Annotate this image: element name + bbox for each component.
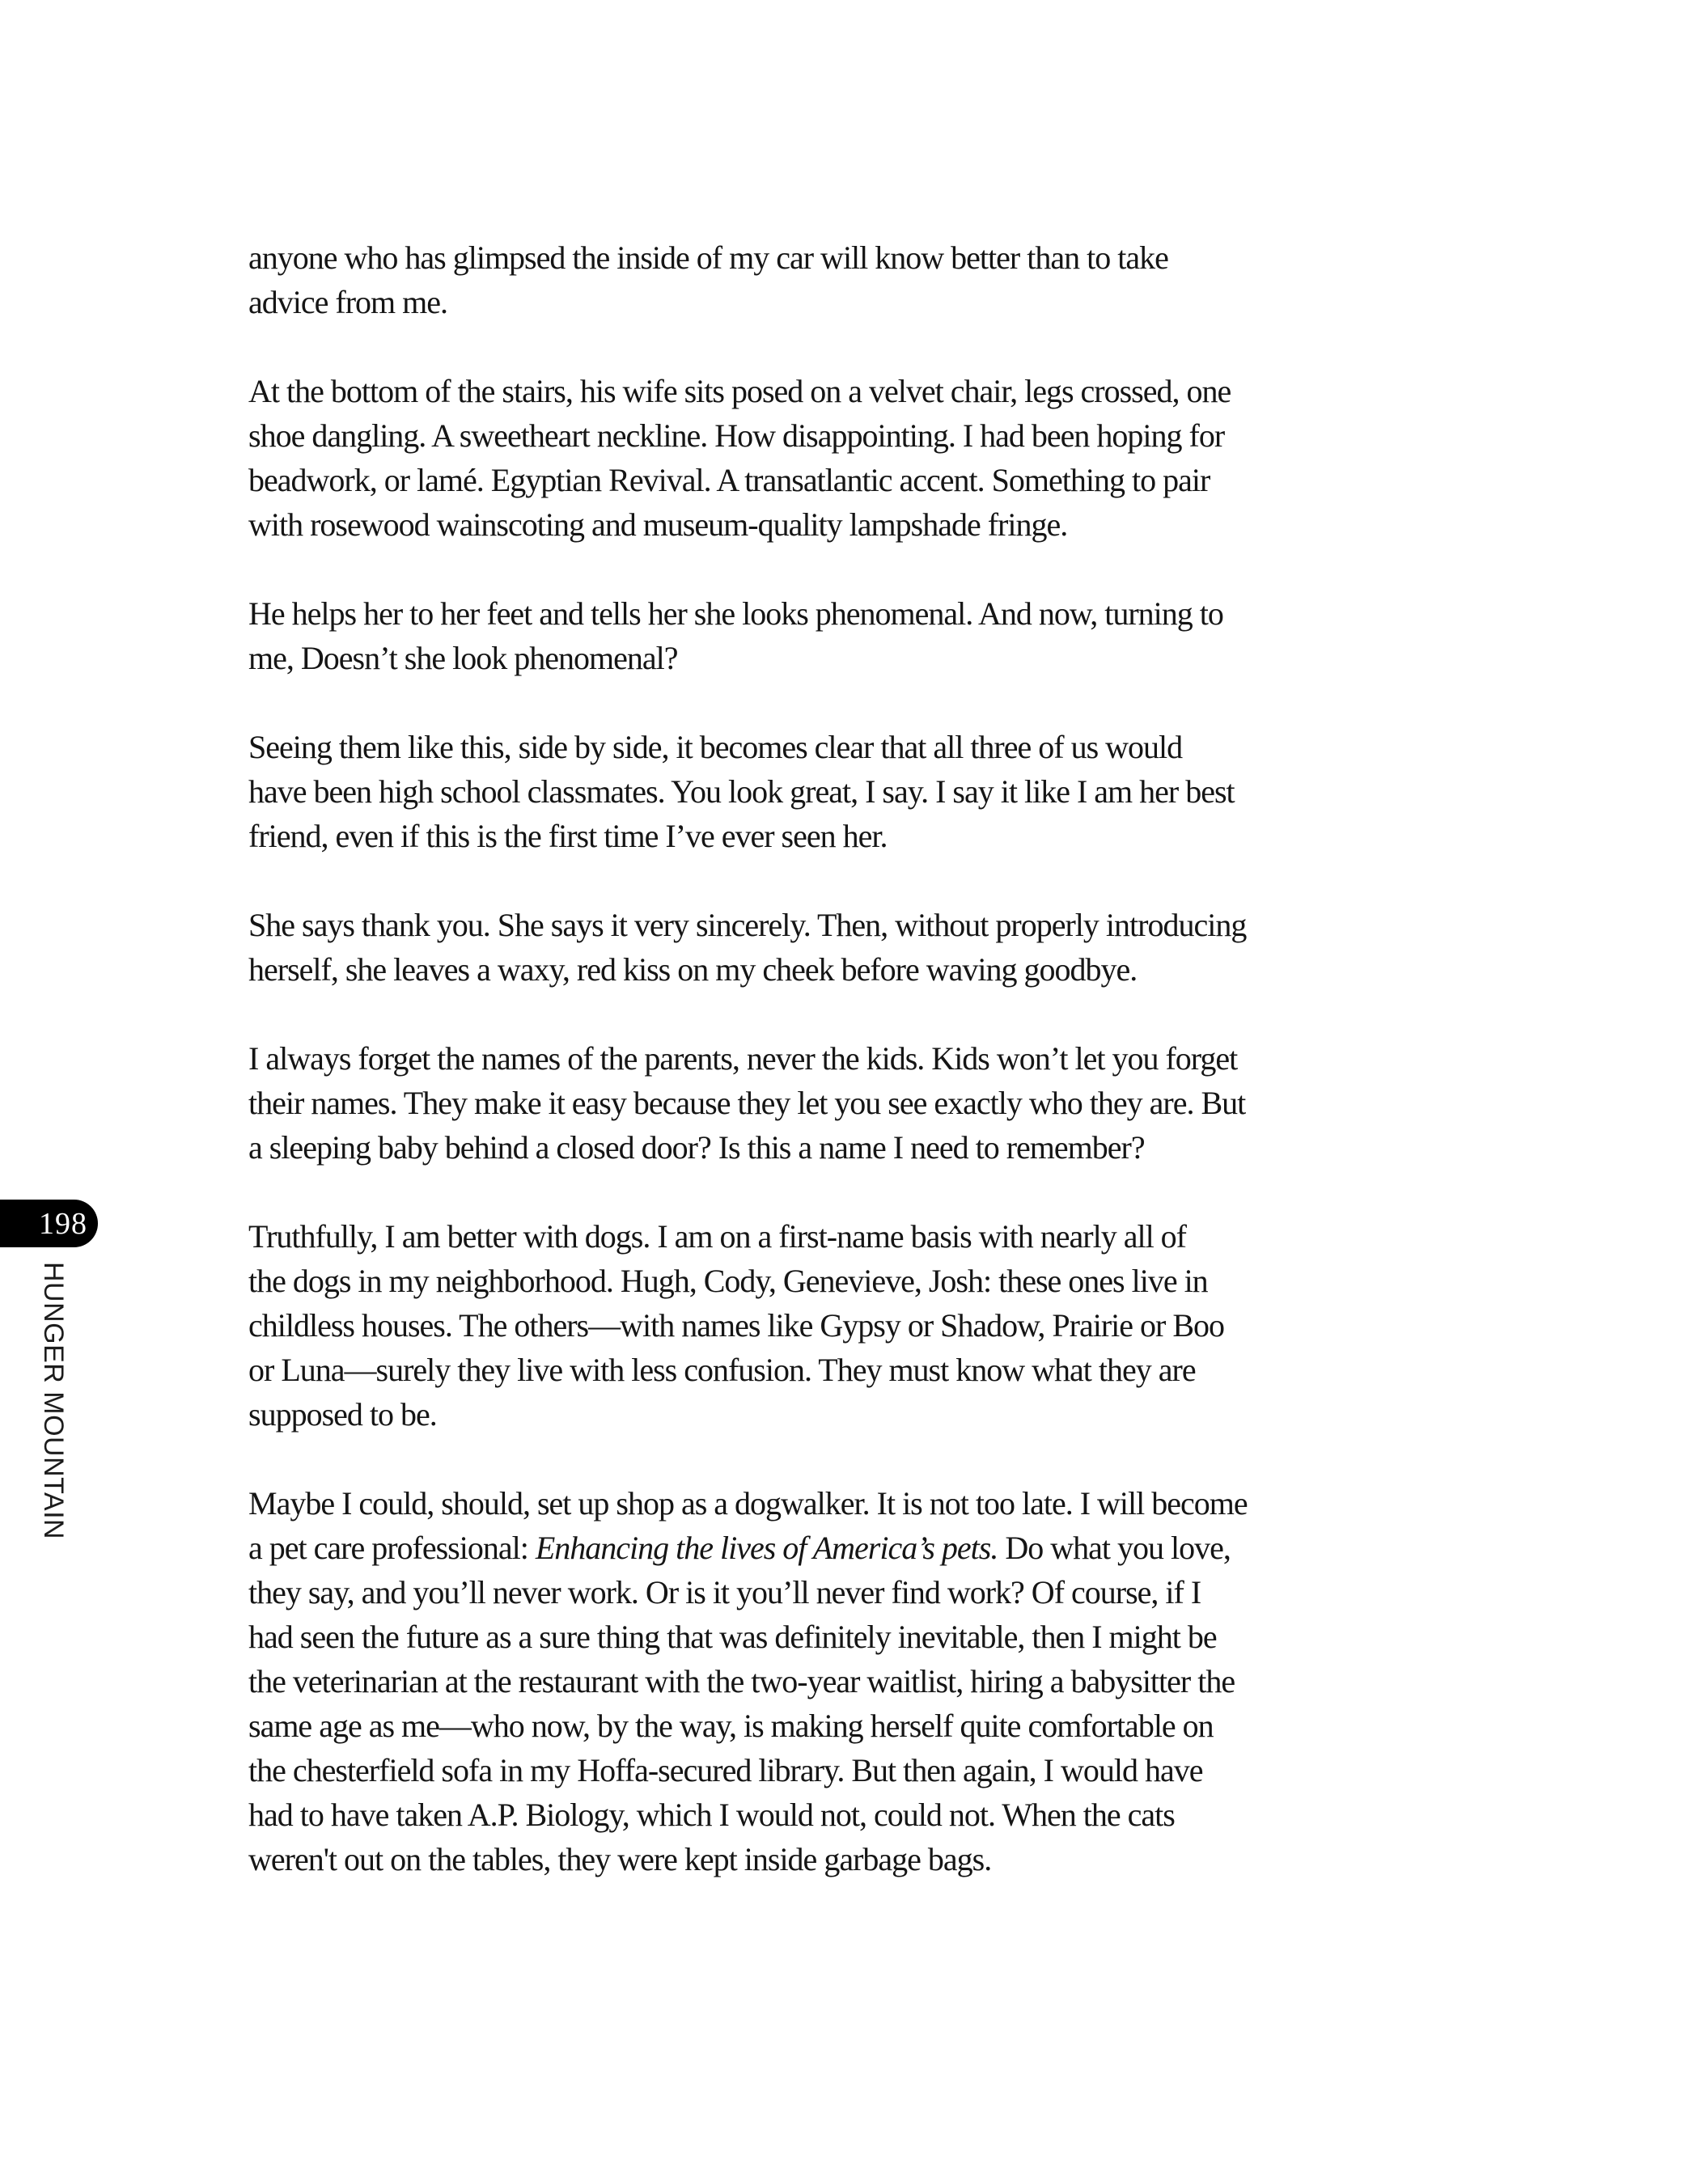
text-line: advice from me. [248,284,447,320]
paragraph [248,1481,1454,1881]
italic-phrase: Enhancing the lives of America’s pets. [535,1530,998,1566]
paragraph [248,1036,1454,1170]
paragraph [248,903,1454,992]
text-line [248,1526,1454,1570]
text-line: with rosewood wainscoting and museum-quality lampshade fringe. [248,506,1068,543]
text-line: Maybe I could, should, set up shop as a dogwalker. It is not too late. I will become [248,1485,1248,1522]
paragraph [248,1214,1454,1437]
text-line: the chesterfield sofa in my Hoffa-secured library. But then again, I would have [248,1752,1203,1788]
text-line: He helps her to her feet and tells her she looks phenomenal. And now, turning to [248,595,1223,632]
text-line: they say, and you’ll never work. Or is it you’ll never find work? Of course, if I [248,1574,1201,1610]
text-line: a sleeping baby behind a closed door? Is this a name I need to remember? [248,1129,1145,1166]
text-line: beadwork, or lamé. Egyptian Revival. A transatlantic accent. Something to pair [248,462,1210,498]
text-line: had to have taken A.P. Biology, which I would not, could not. When the cats [248,1797,1175,1833]
page-number: 198 [39,1206,87,1241]
text-line: the veterinarian at the restaurant with the two-year waitlist, hiring a babysitter the [248,1663,1235,1699]
text-line: me, Doesn’t she look phenomenal? [248,640,678,676]
text-line: friend, even if this is the first time I’ve ever seen her. [248,818,888,854]
text-line: supposed to be. [248,1396,437,1433]
paragraph [248,591,1454,680]
text-line: Truthfully, I am better with dogs. I am on a first-name basis with nearly all of [248,1218,1187,1255]
body-text [248,235,1454,1881]
text-line: anyone who has glimpsed the inside of my car will know better than to take [248,239,1168,276]
text-line: or Luna—surely they live with less confusion. They must know what they are [248,1352,1196,1388]
text-line: At the bottom of the stairs, his wife sits posed on a velvet chair, legs crossed, one [248,373,1231,409]
text-line: herself, she leaves a waxy, red kiss on my cheek before waving goodbye. [248,951,1138,988]
journal-title-vertical: HUNGER MOUNTAIN [38,1262,69,1540]
text-segment: a pet care professional: [248,1530,536,1566]
text-line: same age as me—who now, by the way, is making herself quite comfortable on [248,1708,1214,1744]
text-line: weren't out on the tables, they were kept inside garbage bags. [248,1841,992,1877]
paragraph [248,725,1454,858]
text-segment: Do what you love, [998,1530,1231,1566]
text-line: have been high school classmates. You look great, I say. I say it like I am her best [248,773,1235,810]
text-line: shoe dangling. A sweetheart neckline. How disappointing. I had been hoping for [248,417,1225,454]
text-line: She says thank you. She says it very sincerely. Then, without properly introducing [248,907,1247,943]
page-number-badge [0,1200,98,1247]
text-line: childless houses. The others—with names like Gypsy or Shadow, Prairie or Boo [248,1307,1225,1344]
text-line: their names. They make it easy because they let you see exactly who they are. But [248,1085,1246,1121]
text-line: I always forget the names of the parents, never the kids. Kids won’t let you forget [248,1040,1238,1077]
text-line: the dogs in my neighborhood. Hugh, Cody, Genevieve, Josh: these ones live in [248,1263,1208,1299]
paragraph [248,235,1454,324]
paragraph [248,369,1454,547]
text-line: Seeing them like this, side by side, it becomes clear that all three of us would [248,729,1183,765]
text-line: had seen the future as a sure thing that was definitely inevitable, then I might be [248,1619,1217,1655]
